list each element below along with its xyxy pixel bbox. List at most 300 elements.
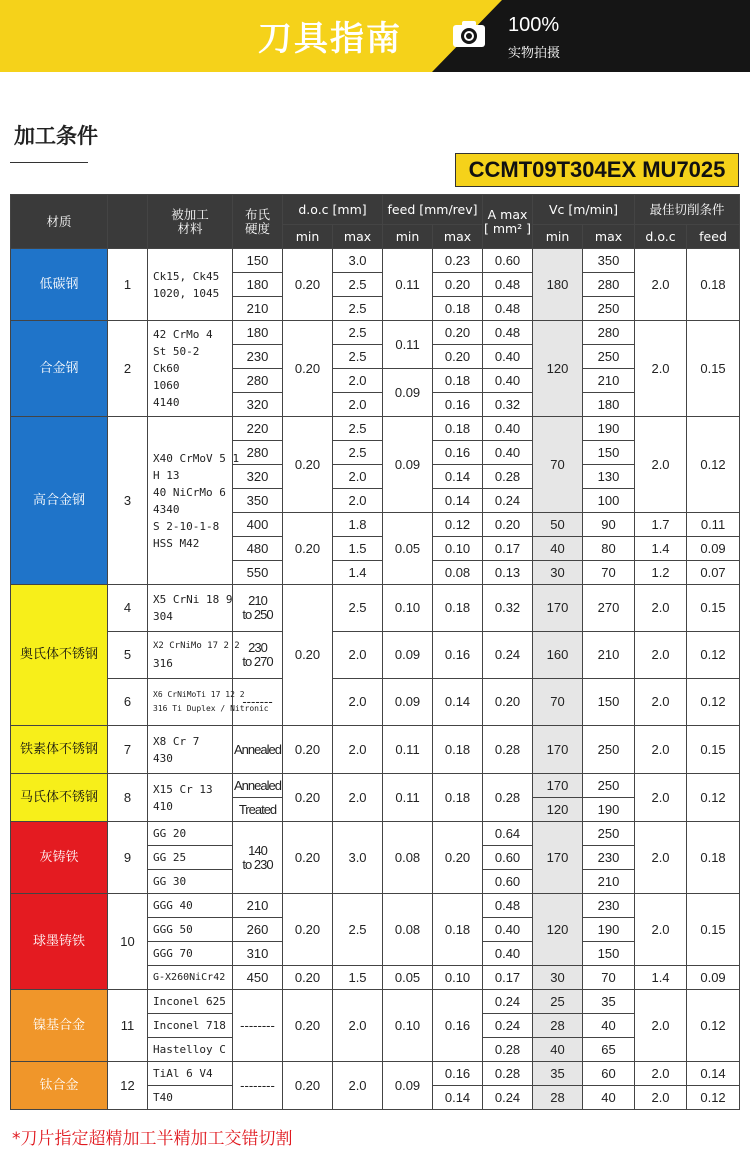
feed-max-cell: 0.20: [433, 345, 483, 369]
amax-cell: 0.13: [483, 561, 533, 585]
vc-min-cell: 40: [533, 537, 583, 561]
col-hardness: 布氏 硬度: [233, 195, 283, 249]
best-feed-cell: 0.12: [687, 774, 740, 822]
group-no: 11: [108, 990, 148, 1062]
material-cell: 钛合金: [11, 1062, 108, 1110]
table-row: [11, 679, 740, 726]
group-no: 5: [108, 632, 148, 679]
vc-max-cell: 180: [583, 393, 635, 417]
hb-cell: 210: [233, 297, 283, 321]
feed-max-cell: 0.18: [433, 726, 483, 774]
vc-max-cell: 210: [583, 870, 635, 894]
col-feed-max: max: [433, 225, 483, 249]
best-feed-cell: 0.12: [687, 679, 740, 726]
vc-max-cell: 150: [583, 441, 635, 465]
col-vc: Vc [m/min]: [533, 195, 635, 225]
best-doc-cell: 2.0: [635, 726, 687, 774]
amax-cell: 0.48: [483, 297, 533, 321]
hb-cell: 400: [233, 513, 283, 537]
feed-min-cell: 0.09: [383, 417, 433, 513]
group-no: 1: [108, 249, 148, 321]
group-no: 9: [108, 822, 148, 894]
col-best-doc: d.o.c: [635, 225, 687, 249]
vc-max-cell: 250: [583, 774, 635, 798]
cutting-conditions-table: [10, 194, 740, 1110]
doc-max-cell: 2.5: [333, 345, 383, 369]
vc-max-cell: 210: [583, 632, 635, 679]
material-cell: 奥氏体不锈钢: [11, 585, 108, 726]
feed-min-cell: 0.05: [383, 513, 433, 585]
doc-max-cell: 2.5: [333, 321, 383, 345]
doc-max-cell: 2.5: [333, 273, 383, 297]
grade-list: X5 CrNi 18 9 304: [148, 585, 233, 632]
hb-cell: 150: [233, 249, 283, 273]
doc-max-cell: 2.5: [333, 417, 383, 441]
doc-max-cell: 2.5: [333, 297, 383, 321]
vc-min-cell: 160: [533, 632, 583, 679]
doc-max-cell: 2.0: [333, 489, 383, 513]
hb-cell: 350: [233, 489, 283, 513]
best-feed-cell: 0.11: [687, 513, 740, 537]
grade-cell: GG 25: [148, 846, 233, 870]
feed-max-cell: 0.08: [433, 561, 483, 585]
doc-max-cell: 1.5: [333, 966, 383, 990]
vc-max-cell: 210: [583, 369, 635, 393]
doc-min-cell: 0.20: [283, 417, 333, 513]
col-best-feed: feed: [687, 225, 740, 249]
doc-max-cell: 2.5: [333, 441, 383, 465]
best-feed-cell: 0.09: [687, 537, 740, 561]
hb-cell: 230: [233, 345, 283, 369]
col-vc-min: min: [533, 225, 583, 249]
vc-min-cell: 170: [533, 774, 583, 798]
vc-min-cell: 30: [533, 966, 583, 990]
feed-max-cell: 0.23: [433, 249, 483, 273]
best-feed-cell: 0.18: [687, 822, 740, 894]
doc-min-cell: 0.20: [283, 321, 333, 417]
group-no: 10: [108, 894, 148, 990]
material-cell: 马氏体不锈钢: [11, 774, 108, 822]
vc-max-cell: 230: [583, 894, 635, 918]
doc-max-cell: 2.0: [333, 774, 383, 822]
doc-min-cell: 0.20: [283, 1062, 333, 1110]
material-cell: 灰铸铁: [11, 822, 108, 894]
doc-min-cell: 0.20: [283, 726, 333, 774]
percent-sublabel: 实物拍摄: [508, 46, 561, 61]
col-doc-min: min: [283, 225, 333, 249]
doc-max-cell: 1.4: [333, 561, 383, 585]
vc-min-cell: 120: [533, 894, 583, 966]
best-doc-cell: 2.0: [635, 774, 687, 822]
table-row: [11, 585, 740, 632]
doc-max-cell: 2.0: [333, 1062, 383, 1110]
best-doc-cell: 2.0: [635, 990, 687, 1062]
feed-max-cell: 0.18: [433, 417, 483, 441]
doc-min-cell: 0.20: [283, 249, 333, 321]
feed-max-cell: 0.18: [433, 585, 483, 632]
doc-max-cell: 3.0: [333, 249, 383, 273]
amax-cell: 0.17: [483, 537, 533, 561]
percent-label: 100%: [508, 14, 560, 36]
group-no: 2: [108, 321, 148, 417]
amax-cell: 0.40: [483, 417, 533, 441]
vc-min-cell: 170: [533, 726, 583, 774]
vc-max-cell: 100: [583, 489, 635, 513]
table-row: [11, 894, 740, 918]
col-material: 材质: [11, 195, 108, 249]
hb-cell: 480: [233, 537, 283, 561]
vc-max-cell: 90: [583, 513, 635, 537]
best-feed-cell: 0.14: [687, 1062, 740, 1086]
feed-min-cell: 0.10: [383, 585, 433, 632]
best-doc-cell: 1.4: [635, 537, 687, 561]
feed-max-cell: 0.10: [433, 537, 483, 561]
feed-min-cell: 0.11: [383, 249, 433, 321]
group-no: 6: [108, 679, 148, 726]
amax-cell: 0.48: [483, 894, 533, 918]
vc-max-cell: 230: [583, 846, 635, 870]
feed-max-cell: 0.14: [433, 465, 483, 489]
doc-min-cell: 0.20: [283, 513, 333, 585]
hb-cell: Treated: [233, 798, 283, 822]
doc-max-cell: 2.0: [333, 726, 383, 774]
group-no: 3: [108, 417, 148, 585]
doc-min-cell: 0.20: [283, 990, 333, 1062]
amax-cell: 0.48: [483, 321, 533, 345]
best-doc-cell: 2.0: [635, 894, 687, 966]
feed-max-cell: 0.18: [433, 297, 483, 321]
vc-min-cell: 40: [533, 1038, 583, 1062]
vc-max-cell: 350: [583, 249, 635, 273]
amax-cell: 0.60: [483, 870, 533, 894]
feed-min-cell: 0.05: [383, 966, 433, 990]
feed-max-cell: 0.18: [433, 894, 483, 966]
hb-cell: 210 to 250: [233, 585, 283, 632]
best-doc-cell: 2.0: [635, 321, 687, 417]
doc-min-cell: 0.20: [283, 774, 333, 822]
grade-cell: Inconel 625: [148, 990, 233, 1014]
best-feed-cell: 0.18: [687, 249, 740, 321]
amax-cell: 0.20: [483, 679, 533, 726]
feed-max-cell: 0.16: [433, 393, 483, 417]
table-row: [11, 417, 740, 441]
camera-icon: [452, 20, 486, 48]
doc-max-cell: 1.8: [333, 513, 383, 537]
amax-cell: 0.28: [483, 465, 533, 489]
feed-max-cell: 0.10: [433, 966, 483, 990]
grade-list: X40 CrMoV 5 1 H 13 40 NiCrMo 6 4340 S 2-10-1-8 HSS M42: [148, 417, 233, 585]
best-feed-cell: 0.15: [687, 726, 740, 774]
hb-cell: 450: [233, 966, 283, 990]
feed-max-cell: 0.14: [433, 679, 483, 726]
doc-max-cell: 2.5: [333, 894, 383, 966]
feed-max-cell: 0.20: [433, 822, 483, 894]
doc-min-cell: 0.20: [283, 894, 333, 966]
table-row: [11, 1062, 740, 1086]
feed-min-cell: 0.09: [383, 679, 433, 726]
section-divider: [10, 162, 88, 163]
grade-list: Ck15, Ck45 1020, 1045: [148, 249, 233, 321]
vc-max-cell: 150: [583, 679, 635, 726]
best-doc-cell: 1.2: [635, 561, 687, 585]
vc-min-cell: 70: [533, 417, 583, 513]
amax-cell: 0.32: [483, 585, 533, 632]
best-feed-cell: 0.12: [687, 417, 740, 513]
grade-cell: GG 30: [148, 870, 233, 894]
doc-max-cell: 2.5: [333, 585, 383, 632]
vc-min-cell: 170: [533, 585, 583, 632]
vc-max-cell: 250: [583, 297, 635, 321]
hb-cell: 320: [233, 393, 283, 417]
vc-max-cell: 250: [583, 345, 635, 369]
material-cell: 高合金钢: [11, 417, 108, 585]
feed-min-cell: 0.09: [383, 632, 433, 679]
insert-model-label: CCMT09T304EX MU7025: [455, 153, 739, 187]
amax-cell: 0.24: [483, 489, 533, 513]
table-row: [11, 726, 740, 774]
feed-min-cell: 0.08: [383, 894, 433, 966]
col-vc-max: max: [583, 225, 635, 249]
doc-min-cell: 0.20: [283, 585, 333, 726]
doc-max-cell: 2.0: [333, 632, 383, 679]
vc-max-cell: 270: [583, 585, 635, 632]
amax-cell: 0.64: [483, 822, 533, 846]
best-feed-cell: 0.07: [687, 561, 740, 585]
group-no: 7: [108, 726, 148, 774]
vc-max-cell: 70: [583, 966, 635, 990]
doc-max-cell: 2.0: [333, 679, 383, 726]
feed-max-cell: 0.20: [433, 273, 483, 297]
vc-max-cell: 150: [583, 942, 635, 966]
grade-cell: T40: [148, 1086, 233, 1110]
best-doc-cell: 2.0: [635, 1062, 687, 1086]
vc-max-cell: 80: [583, 537, 635, 561]
best-feed-cell: 0.09: [687, 966, 740, 990]
material-cell: 合金钢: [11, 321, 108, 417]
best-doc-cell: 2.0: [635, 585, 687, 632]
col-amax: A max [ mm² ]: [483, 195, 533, 249]
hb-cell: 310: [233, 942, 283, 966]
vc-min-cell: 25: [533, 990, 583, 1014]
amax-cell: 0.28: [483, 726, 533, 774]
grade-list: X6 CrNiMoTi 17 12 2 316 Ti Duplex / Nitronic: [148, 679, 233, 726]
feed-max-cell: 0.18: [433, 369, 483, 393]
footnote: *刀片指定超精加工半精加工交错切割: [12, 1129, 293, 1149]
feed-max-cell: 0.16: [433, 990, 483, 1062]
table-row: [11, 990, 740, 1014]
hb-cell: 180: [233, 273, 283, 297]
material-cell: 球墨铸铁: [11, 894, 108, 990]
table-row: [11, 249, 740, 273]
hb-cell: 260: [233, 918, 283, 942]
best-doc-cell: 2.0: [635, 249, 687, 321]
doc-min-cell: 0.20: [283, 966, 333, 990]
vc-max-cell: 70: [583, 561, 635, 585]
section-title: 加工条件: [14, 124, 98, 148]
vc-max-cell: 190: [583, 918, 635, 942]
amax-cell: 0.24: [483, 1014, 533, 1038]
doc-max-cell: 3.0: [333, 822, 383, 894]
table-row: [11, 321, 740, 345]
grade-cell: GGG 70: [148, 942, 233, 966]
vc-max-cell: 250: [583, 726, 635, 774]
feed-max-cell: 0.16: [433, 1062, 483, 1086]
grade-cell: GG 20: [148, 822, 233, 846]
vc-min-cell: 35: [533, 1062, 583, 1086]
hb-cell: 210: [233, 894, 283, 918]
best-doc-cell: 2.0: [635, 822, 687, 894]
col-doc-max: max: [333, 225, 383, 249]
grade-cell: TiAl 6 V4: [148, 1062, 233, 1086]
grade-list: X2 CrNiMo 17 2 2 316: [148, 632, 233, 679]
vc-max-cell: 40: [583, 1014, 635, 1038]
col-feed-min: min: [383, 225, 433, 249]
feed-max-cell: 0.14: [433, 489, 483, 513]
vc-max-cell: 130: [583, 465, 635, 489]
amax-cell: 0.40: [483, 369, 533, 393]
best-feed-cell: 0.15: [687, 894, 740, 966]
amax-cell: 0.28: [483, 1062, 533, 1086]
header-title: 刀具指南: [258, 19, 402, 59]
best-feed-cell: 0.12: [687, 632, 740, 679]
grade-list: X8 Cr 7 430: [148, 726, 233, 774]
vc-min-cell: 70: [533, 679, 583, 726]
amax-cell: 0.60: [483, 846, 533, 870]
vc-min-cell: 170: [533, 822, 583, 894]
feed-min-cell: 0.09: [383, 1062, 433, 1110]
vc-min-cell: 180: [533, 249, 583, 321]
vc-min-cell: 50: [533, 513, 583, 537]
hb-cell: -------: [233, 679, 283, 726]
grade-cell: Hastelloy C: [148, 1038, 233, 1062]
grade-list: X15 Cr 13 410: [148, 774, 233, 822]
hb-cell: 280: [233, 441, 283, 465]
grade-cell: G-X260NiCr42: [148, 966, 233, 990]
hb-cell: 230 to 270: [233, 632, 283, 679]
material-cell: 镍基合金: [11, 990, 108, 1062]
feed-max-cell: 0.18: [433, 774, 483, 822]
hb-cell: 280: [233, 369, 283, 393]
material-cell: 铁素体不锈钢: [11, 726, 108, 774]
vc-max-cell: 65: [583, 1038, 635, 1062]
vc-min-cell: 30: [533, 561, 583, 585]
amax-cell: 0.32: [483, 393, 533, 417]
hb-cell: 180: [233, 321, 283, 345]
vc-min-cell: 120: [533, 798, 583, 822]
table-row: [11, 822, 740, 846]
best-doc-cell: 2.0: [635, 417, 687, 513]
feed-max-cell: 0.20: [433, 321, 483, 345]
table-row: [11, 632, 740, 679]
best-feed-cell: 0.15: [687, 321, 740, 417]
amax-cell: 0.17: [483, 966, 533, 990]
vc-max-cell: 280: [583, 273, 635, 297]
feed-max-cell: 0.16: [433, 441, 483, 465]
doc-min-cell: 0.20: [283, 822, 333, 894]
doc-max-cell: 2.0: [333, 369, 383, 393]
material-cell: 低碳钢: [11, 249, 108, 321]
best-doc-cell: 2.0: [635, 1086, 687, 1110]
feed-min-cell: 0.10: [383, 990, 433, 1062]
amax-cell: 0.40: [483, 918, 533, 942]
grade-cell: Inconel 718: [148, 1014, 233, 1038]
col-workpiece: 被加工 材料: [148, 195, 233, 249]
doc-max-cell: 2.0: [333, 990, 383, 1062]
hb-cell: 550: [233, 561, 283, 585]
feed-min-cell: 0.09: [383, 369, 433, 417]
hb-cell: 220: [233, 417, 283, 441]
col-doc: d.o.c [mm]: [283, 195, 383, 225]
doc-max-cell: 2.0: [333, 465, 383, 489]
col-best: 最佳切削条件: [635, 195, 740, 225]
feed-min-cell: 0.08: [383, 822, 433, 894]
group-no: 12: [108, 1062, 148, 1110]
hb-cell: --------: [233, 1062, 283, 1110]
amax-cell: 0.28: [483, 1038, 533, 1062]
hb-cell: 320: [233, 465, 283, 489]
feed-min-cell: 0.11: [383, 726, 433, 774]
group-no: 4: [108, 585, 148, 632]
amax-cell: 0.40: [483, 441, 533, 465]
best-feed-cell: 0.12: [687, 990, 740, 1062]
vc-max-cell: 250: [583, 822, 635, 846]
feed-max-cell: 0.12: [433, 513, 483, 537]
table-row: [11, 774, 740, 798]
vc-min-cell: 120: [533, 321, 583, 417]
best-doc-cell: 2.0: [635, 632, 687, 679]
grade-cell: GGG 50: [148, 918, 233, 942]
vc-max-cell: 280: [583, 321, 635, 345]
amax-cell: 0.24: [483, 1086, 533, 1110]
vc-min-cell: 28: [533, 1014, 583, 1038]
vc-max-cell: 190: [583, 417, 635, 441]
group-no: 8: [108, 774, 148, 822]
best-feed-cell: 0.12: [687, 1086, 740, 1110]
feed-max-cell: 0.14: [433, 1086, 483, 1110]
vc-max-cell: 40: [583, 1086, 635, 1110]
feed-min-cell: 0.11: [383, 321, 433, 369]
vc-max-cell: 60: [583, 1062, 635, 1086]
best-doc-cell: 1.7: [635, 513, 687, 537]
best-doc-cell: 2.0: [635, 679, 687, 726]
amax-cell: 0.40: [483, 942, 533, 966]
feed-min-cell: 0.11: [383, 774, 433, 822]
amax-cell: 0.60: [483, 249, 533, 273]
doc-max-cell: 2.0: [333, 393, 383, 417]
grade-list: 42 CrMo 4 St 50-2 Ck60 1060 4140: [148, 321, 233, 417]
amax-cell: 0.48: [483, 273, 533, 297]
amax-cell: 0.28: [483, 774, 533, 822]
amax-cell: 0.20: [483, 513, 533, 537]
vc-max-cell: 35: [583, 990, 635, 1014]
hb-cell: --------: [233, 990, 283, 1062]
hb-cell: Annealed: [233, 774, 283, 798]
best-doc-cell: 1.4: [635, 966, 687, 990]
vc-max-cell: 190: [583, 798, 635, 822]
doc-max-cell: 1.5: [333, 537, 383, 561]
hb-cell: Annealed: [233, 726, 283, 774]
vc-min-cell: 28: [533, 1086, 583, 1110]
feed-max-cell: 0.16: [433, 632, 483, 679]
col-feed: feed [mm/rev]: [383, 195, 483, 225]
col-no: [108, 195, 148, 249]
best-feed-cell: 0.15: [687, 585, 740, 632]
amax-cell: 0.24: [483, 632, 533, 679]
grade-cell: GGG 40: [148, 894, 233, 918]
hb-cell: 140 to 230: [233, 822, 283, 894]
amax-cell: 0.24: [483, 990, 533, 1014]
amax-cell: 0.40: [483, 345, 533, 369]
